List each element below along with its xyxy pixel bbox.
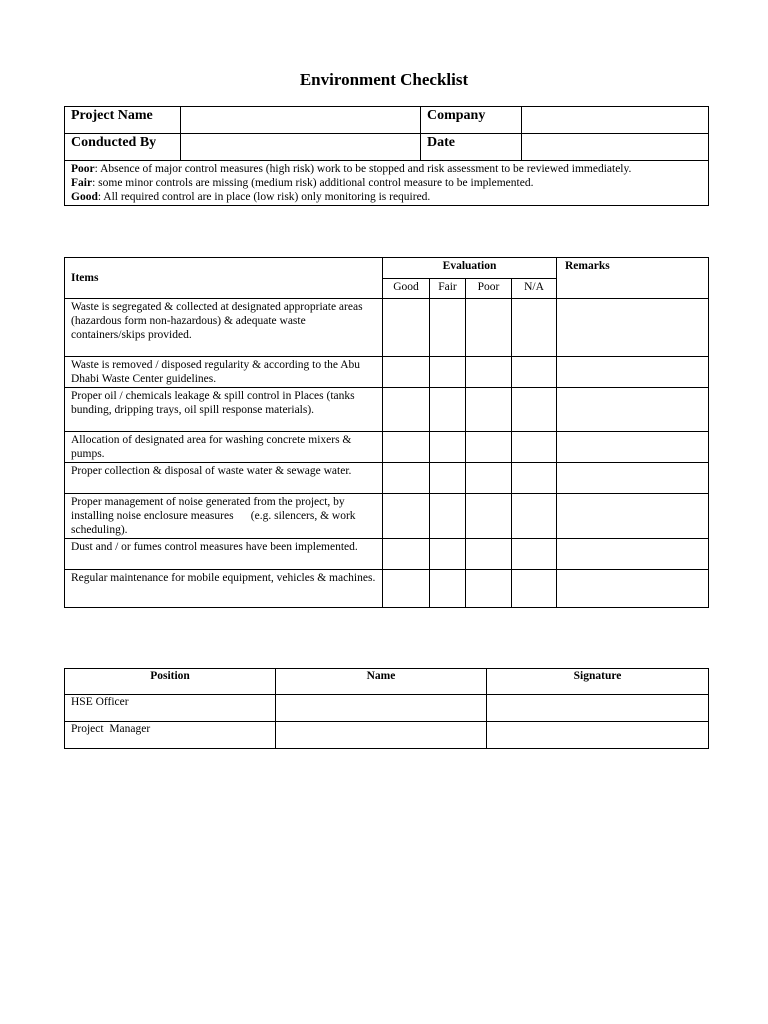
- name-field[interactable]: [276, 722, 487, 749]
- items-header: Items: [65, 258, 383, 299]
- good-cell[interactable]: [383, 432, 430, 463]
- remarks-cell[interactable]: [557, 357, 709, 388]
- remarks-header: Remarks: [557, 258, 709, 299]
- rating-good-header: Good: [383, 279, 430, 299]
- legend-good: [71, 190, 702, 204]
- item-text: Waste is segregated & collected at designated appropriate areas (hazardous form non-hazardous) & adequate waste containers/skips provided.: [65, 299, 383, 357]
- project-name-label: Project Name: [65, 107, 181, 134]
- table-row: [65, 463, 709, 494]
- remarks-cell[interactable]: [557, 570, 709, 608]
- project-name-field[interactable]: [181, 107, 421, 134]
- signature-header: Signature: [487, 669, 709, 695]
- good-cell[interactable]: [383, 494, 430, 539]
- item-text: Proper collection & disposal of waste water & sewage water.: [65, 463, 383, 494]
- evaluation-table: [64, 257, 709, 608]
- fair-cell[interactable]: [430, 299, 466, 357]
- name-header: Name: [276, 669, 487, 695]
- remarks-cell[interactable]: [557, 432, 709, 463]
- na-cell[interactable]: [512, 463, 557, 494]
- legend-poor-text: : Absence of major control measures (high risk) work to be stopped and risk assessment to be reviewed immediately.: [94, 163, 632, 175]
- legend-fair: [71, 176, 702, 190]
- fair-cell[interactable]: [430, 463, 466, 494]
- good-cell[interactable]: [383, 570, 430, 608]
- na-cell[interactable]: [512, 357, 557, 388]
- conducted-by-label: Conducted By: [65, 134, 181, 161]
- remarks-cell[interactable]: [557, 299, 709, 357]
- fair-cell[interactable]: [430, 432, 466, 463]
- poor-cell[interactable]: [466, 299, 512, 357]
- item-text: Allocation of designated area for washing concrete mixers & pumps.: [65, 432, 383, 463]
- rating-na-header: N/A: [512, 279, 557, 299]
- rating-legend: [65, 161, 709, 206]
- legend-good-text: : All required control are in place (low risk) only monitoring is required.: [97, 191, 431, 203]
- position-cell: HSE Officer: [65, 695, 276, 722]
- fair-cell[interactable]: [430, 570, 466, 608]
- position-header: Position: [65, 669, 276, 695]
- good-cell[interactable]: [383, 357, 430, 388]
- poor-cell[interactable]: [466, 463, 512, 494]
- fair-cell[interactable]: [430, 388, 466, 432]
- legend-good-label: Good: [71, 191, 98, 203]
- page-title: Environment Checklist: [299, 70, 469, 89]
- na-cell[interactable]: [512, 432, 557, 463]
- date-field[interactable]: [522, 134, 709, 161]
- evaluation-header: Evaluation: [383, 258, 557, 279]
- legend-poor-label: Poor: [71, 163, 95, 175]
- good-cell[interactable]: [383, 463, 430, 494]
- fair-cell[interactable]: [430, 539, 466, 570]
- poor-cell[interactable]: [466, 432, 512, 463]
- rating-poor-header: Poor: [466, 279, 512, 299]
- company-field[interactable]: [522, 107, 709, 134]
- legend-poor: [71, 162, 702, 176]
- poor-cell[interactable]: [466, 388, 512, 432]
- poor-cell[interactable]: [466, 494, 512, 539]
- item-text: Dust and / or fumes control measures have been implemented.: [65, 539, 383, 570]
- good-cell[interactable]: [383, 388, 430, 432]
- na-cell[interactable]: [512, 539, 557, 570]
- poor-cell[interactable]: [466, 570, 512, 608]
- table-row: [65, 357, 709, 388]
- na-cell[interactable]: [512, 388, 557, 432]
- na-cell[interactable]: [512, 299, 557, 357]
- na-cell[interactable]: [512, 570, 557, 608]
- good-cell[interactable]: [383, 539, 430, 570]
- signature-field[interactable]: [487, 722, 709, 749]
- date-label: Date: [421, 134, 522, 161]
- remarks-cell[interactable]: [557, 463, 709, 494]
- conducted-by-field[interactable]: [181, 134, 421, 161]
- remarks-cell[interactable]: [557, 494, 709, 539]
- project-info-table: [64, 106, 709, 206]
- fair-cell[interactable]: [430, 494, 466, 539]
- position-cell: Project Manager: [65, 722, 276, 749]
- table-row: [65, 388, 709, 432]
- table-row: [65, 432, 709, 463]
- fair-cell[interactable]: [430, 357, 466, 388]
- table-row: [65, 570, 709, 608]
- remarks-cell[interactable]: [557, 388, 709, 432]
- item-text: Regular maintenance for mobile equipment, vehicles & machines.: [65, 570, 383, 608]
- legend-fair-text: : some minor controls are missing (medium risk) additional control measure to be implemented.: [92, 177, 534, 189]
- poor-cell[interactable]: [466, 539, 512, 570]
- legend-fair-label: Fair: [71, 177, 93, 189]
- signature-field[interactable]: [487, 695, 709, 722]
- good-cell[interactable]: [383, 299, 430, 357]
- item-text: Proper management of noise generated from the project, by installing noise enclosure measures (e.g. silencers, & work scheduling).: [65, 494, 383, 539]
- table-row: [65, 299, 709, 357]
- table-row: [65, 695, 709, 722]
- name-field[interactable]: [276, 695, 487, 722]
- signature-table: [64, 668, 709, 749]
- item-text: Waste is removed / disposed regularity & according to the Abu Dhabi Waste Center guidelines.: [65, 357, 383, 388]
- remarks-cell[interactable]: [557, 539, 709, 570]
- item-text: Proper oil / chemicals leakage & spill control in Places (tanks bunding, dripping trays, oil spill response materials).: [65, 388, 383, 432]
- table-row: [65, 539, 709, 570]
- table-row: [65, 494, 709, 539]
- poor-cell[interactable]: [466, 357, 512, 388]
- na-cell[interactable]: [512, 494, 557, 539]
- rating-fair-header: Fair: [430, 279, 466, 299]
- company-label: Company: [421, 107, 522, 134]
- table-row: [65, 722, 709, 749]
